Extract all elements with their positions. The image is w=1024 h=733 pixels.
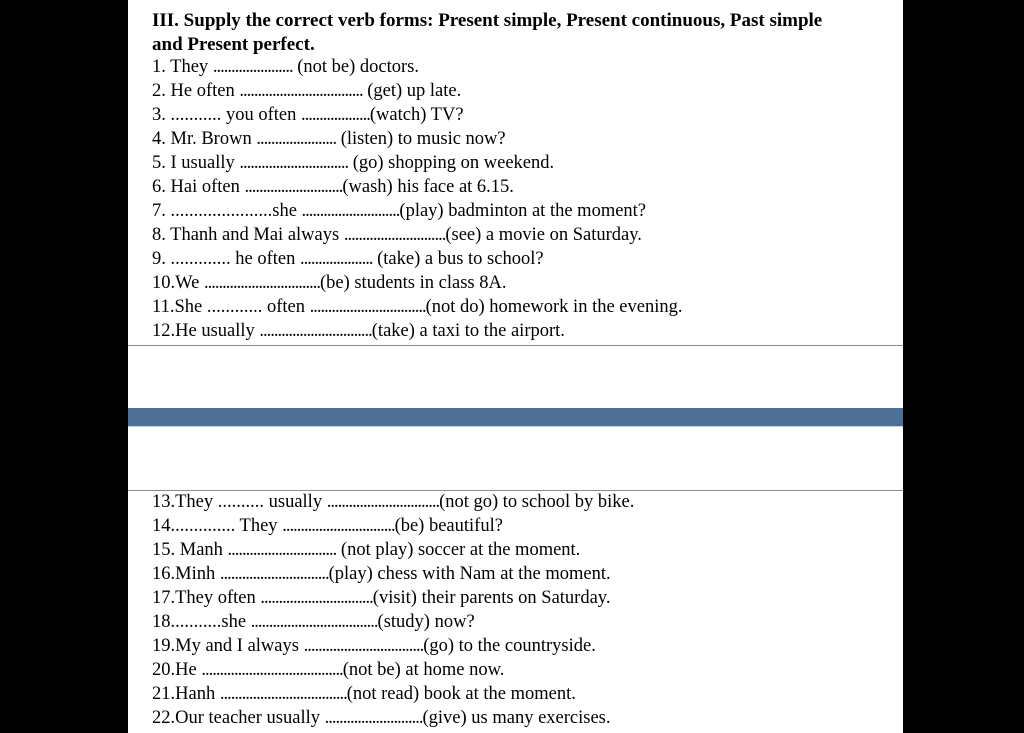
exercise-item: 1. They ...................... (not be) doctors. <box>152 57 419 77</box>
exercise-item: 3. ........... you often ...................(watch) TV? <box>152 105 464 125</box>
exercise-item: 20.He .......................................(not be) at home now. <box>152 660 505 680</box>
exercise-item: 16.Minh ..............................(play) chess with Nam at the moment. <box>152 564 611 584</box>
exercise-item: 7. ......................she ...........................(play) badminton at the moment? <box>152 201 647 221</box>
exercise-item: 14.............. They ...............................(be) beautiful? <box>152 516 503 536</box>
exercise-item: 10.We ................................(be) students in class 8A. <box>152 273 507 293</box>
heading-line-2: and Present perfect. <box>152 34 315 55</box>
exercise-item: 9. ............. he often .................... (take) a bus to school? <box>152 249 544 269</box>
worksheet-page <box>128 0 903 733</box>
exercise-item: 6. Hai often ...........................(wash) his face at 6.15. <box>152 177 514 197</box>
exercise-item: 8. Thanh and Mai always ............................(see) a movie on Saturday. <box>152 225 642 245</box>
heading-line-1: III. Supply the correct verb forms: Present simple, Present continuous, Past simple <box>152 10 823 31</box>
exercise-item: 13.They .......... usually ...............................(not go) to school by bike. <box>152 492 635 512</box>
exercise-item: 12.He usually ...............................(take) a taxi to the airport. <box>152 321 565 341</box>
page-separator-band <box>128 408 903 426</box>
exercise-item: 2. He often .................................. (get) up late. <box>152 81 462 101</box>
exercise-item: 21.Hanh ...................................(not read) book at the moment. <box>152 684 576 704</box>
exercise-heading <box>152 9 822 57</box>
worksheet-top-section <box>128 0 903 346</box>
exercise-item: 15. Manh .............................. (not play) soccer at the moment. <box>152 540 581 560</box>
separator-divider <box>128 426 903 427</box>
exercise-item: 11.She ............ often ................................(not do) homework in the evening. <box>152 297 683 317</box>
exercise-item: 5. I usually .............................. (go) shopping on weekend. <box>152 153 555 173</box>
exercise-item: 22.Our teacher usually ...........................(give) us many exercises. <box>152 708 611 728</box>
worksheet-bottom-section <box>128 490 903 733</box>
exercise-item: 17.They often ...............................(visit) their parents on Saturday. <box>152 588 611 608</box>
exercise-item: 19.My and I always .................................(go) to the countryside. <box>152 636 596 656</box>
exercise-item: 18...........she ...................................(study) now? <box>152 612 475 632</box>
exercise-item: 4. Mr. Brown ...................... (listen) to music now? <box>152 129 506 149</box>
